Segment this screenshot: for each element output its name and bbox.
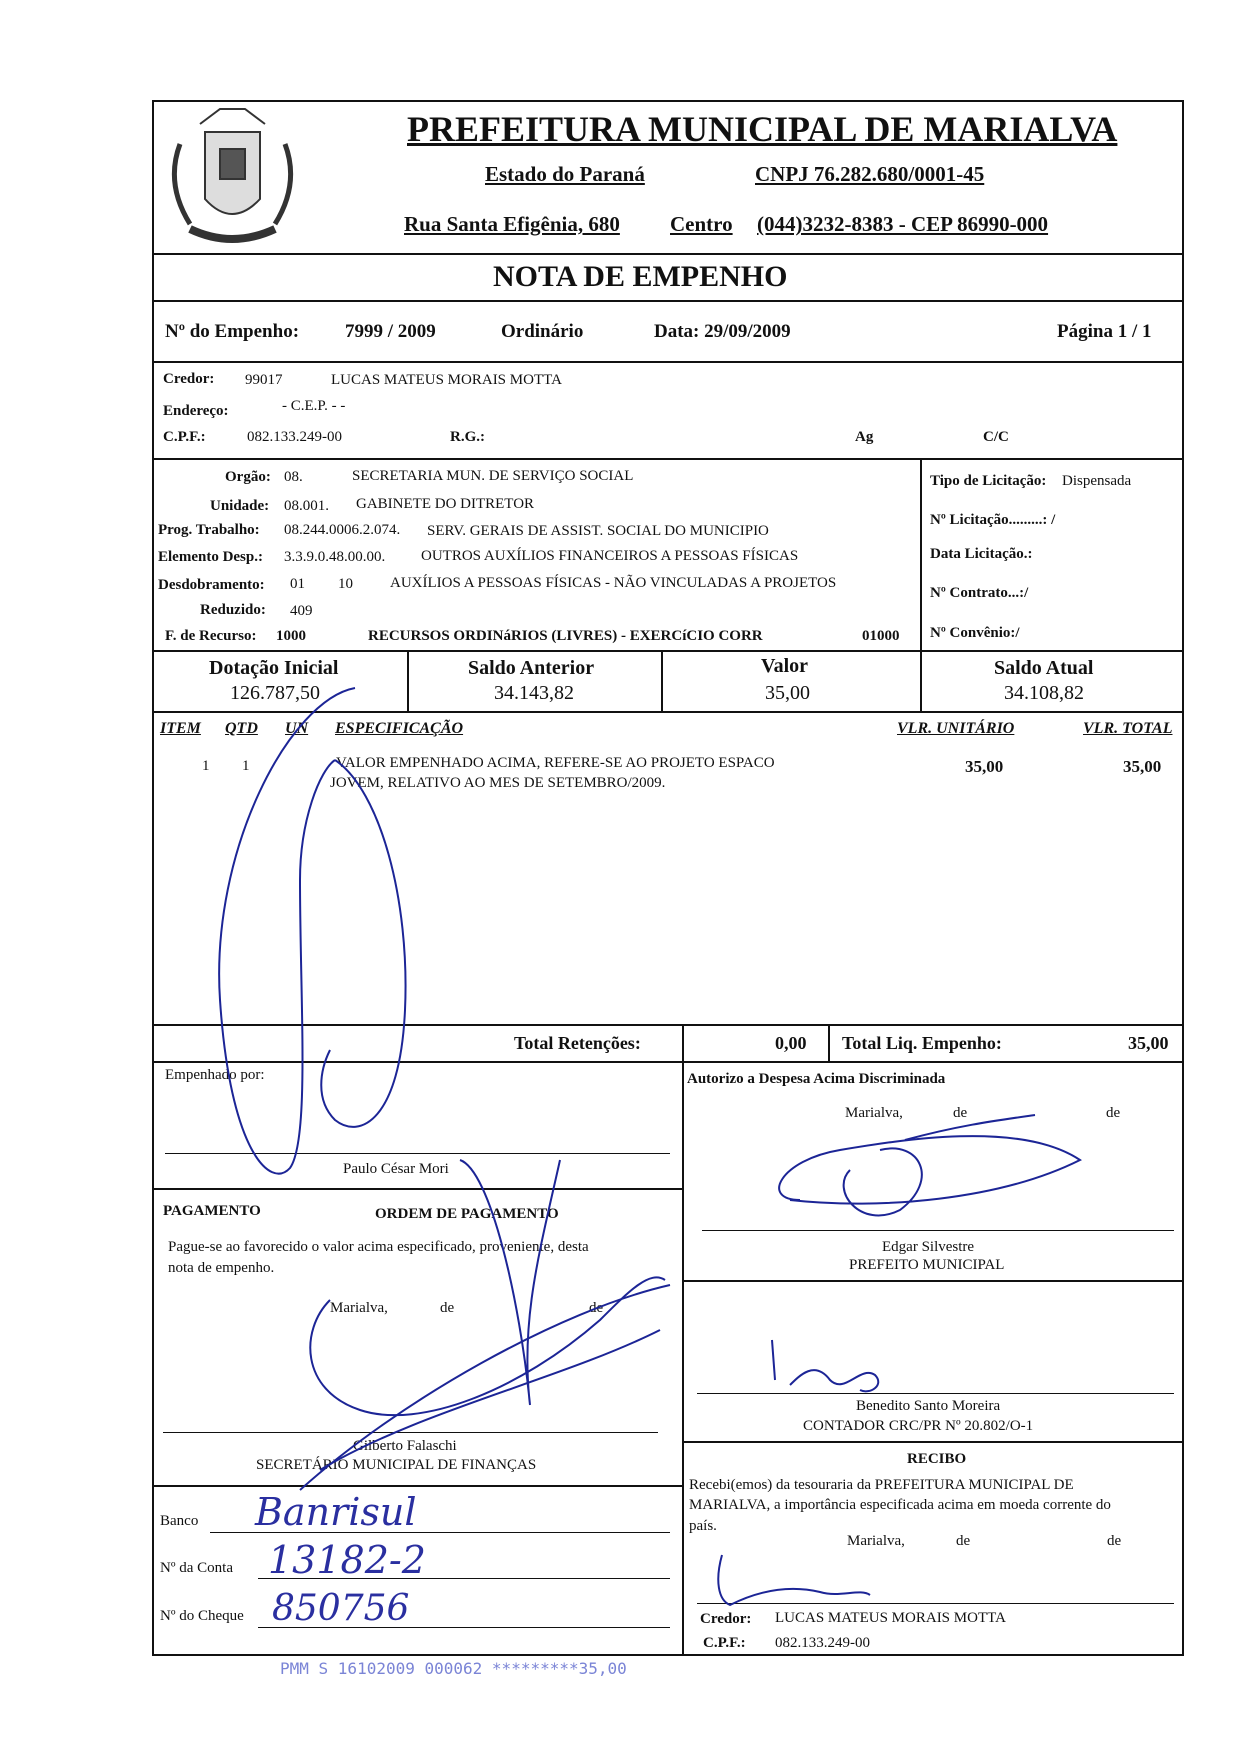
row-qtd: 1 (242, 758, 250, 774)
col-un: UN (285, 720, 309, 737)
prog-value: SERV. GERAIS DE ASSIST. SOCIAL DO MUNICIPIO (427, 523, 769, 539)
recibo-credor-label: Credor: (700, 1611, 752, 1627)
total-liquido-value: 35,00 (1128, 1033, 1169, 1053)
desdobramento-label: Desdobramento: (158, 577, 265, 593)
desdobramento-a: 01 (290, 576, 305, 592)
licitacao-type-label: Tipo de Licitação: (930, 473, 1047, 489)
autorizo-label: Autorizo a Despesa Acima Discriminada (687, 1071, 946, 1087)
recurso-value: RECURSOS ORDINáRIOS (LIVRES) - EXERCíCIO CORR (368, 628, 763, 644)
recibo-label: RECIBO (907, 1451, 967, 1467)
col-unit-value: VLR. UNITÁRIO (897, 720, 1015, 737)
convenio-number: Nº Convênio:/ (930, 625, 1020, 641)
retencoes-label: Total Retenções: (514, 1033, 641, 1053)
cnpj-label: CNPJ 76.282.680/0001-45 (755, 162, 985, 186)
empenho-date: Data: 29/09/2009 (654, 321, 791, 342)
ordem-pagamento-label: ORDEM DE PAGAMENTO (375, 1206, 559, 1222)
empenho-type: Ordinário (501, 321, 584, 342)
licitacao-type-value: Dispensada (1062, 473, 1132, 489)
autorizo-de-1: de (953, 1105, 968, 1121)
recibo-de-2: de (1107, 1533, 1122, 1549)
reduzido-value: 409 (290, 603, 313, 619)
contract-number: Nº Contrato...:/ (930, 585, 1029, 601)
cpf-label: C.P.F.: (163, 429, 206, 445)
prog-label: Prog. Trabalho: (158, 522, 260, 538)
valor-label: Valor (761, 655, 809, 677)
dotacao-value: 126.787,50 (230, 682, 320, 704)
col-qtd: QTD (225, 720, 258, 737)
autorizo-de-2: de (1106, 1105, 1121, 1121)
saldo-atual-value: 34.108,82 (1004, 682, 1084, 704)
pagamento-de-1: de (440, 1300, 455, 1316)
recibo-cpf-label: C.P.F.: (703, 1635, 746, 1651)
pagamento-text-1: Pague-se ao favorecido o valor acima especificado, proveniente, desta (168, 1239, 589, 1255)
elemento-code: 3.3.9.0.48.00.00. (284, 549, 386, 565)
banco-handwritten: Banrisul (255, 1490, 417, 1534)
desdobramento-b: 10 (338, 576, 353, 592)
orgao-label: Orgão: (225, 469, 271, 485)
contador-role: CONTADOR CRC/PR Nº 20.802/O-1 (803, 1418, 1034, 1434)
row-spec-line1: VALOR EMPENHADO ACIMA, REFERE-SE AO PROJETO ESPACO (336, 755, 775, 771)
orgao-value: SECRETARIA MUN. DE SERVIÇO SOCIAL (352, 468, 634, 484)
orgao-code: 08. (284, 469, 303, 485)
row-item: 1 (202, 758, 210, 774)
cheque-handwritten: 850756 (272, 1588, 410, 1629)
empenho-number-label: Nº do Empenho: (165, 321, 300, 342)
empenho-number: 7999 / 2009 (345, 321, 436, 342)
city-hall-title: PREFEITURA MUNICIPAL DE MARIALVA (407, 109, 1118, 149)
empenhado-name: Paulo César Mori (343, 1161, 449, 1177)
row-spec-line2: JOVEM, RELATIVO AO MES DE SETEMBRO/2009. (330, 775, 666, 791)
saldo-anterior-label: Saldo Anterior (468, 657, 595, 679)
retencoes-value: 0,00 (775, 1033, 807, 1053)
total-liquido-label: Total Liq. Empenho: (842, 1033, 1002, 1053)
autorizo-city: Marialva, (845, 1105, 903, 1121)
phone-cep-label: (044)3232-8383 - CEP 86990-000 (757, 212, 1049, 236)
rg-label: R.G.: (450, 429, 485, 445)
recibo-city: Marialva, (847, 1533, 905, 1549)
credor-label: Credor: (163, 371, 215, 387)
agency-label: Ag (855, 429, 874, 445)
pagamento-label: PAGAMENTO (163, 1203, 261, 1219)
pagamento-de-2: de (589, 1300, 604, 1316)
account-label: C/C (983, 429, 1009, 445)
recibo-line-1: Recebi(emos) da tesouraria da PREFEITURA MUNICIPAL DE (689, 1477, 1074, 1493)
recurso-label: F. de Recurso: (165, 628, 257, 644)
dotacao-label: Dotação Inicial (209, 657, 339, 679)
secretario-name: Gilberto Falaschi (353, 1438, 457, 1454)
credor-code: 99017 (245, 372, 283, 388)
state-label: Estado do Paraná (485, 162, 645, 186)
empenhado-label: Empenhado por: (165, 1067, 265, 1083)
recibo-credor-name: LUCAS MATEUS MORAIS MOTTA (775, 1610, 1006, 1626)
pagamento-city: Marialva, (330, 1300, 388, 1316)
elemento-label: Elemento Desp.: (158, 549, 263, 565)
reduzido-label: Reduzido: (200, 602, 266, 618)
secretario-role: SECRETÁRIO MUNICIPAL DE FINANÇAS (256, 1457, 537, 1473)
licitacao-number: Nº Licitação.........: / (930, 512, 1056, 528)
saldo-atual-label: Saldo Atual (994, 657, 1094, 679)
col-total-value: VLR. TOTAL (1083, 720, 1173, 737)
district-label: Centro (670, 212, 733, 236)
bank-stamp: PMM S 16102009 000062 *********35,00 (280, 1659, 627, 1678)
unidade-label: Unidade: (210, 498, 270, 514)
col-item: ITEM (160, 720, 201, 737)
document-title: NOTA DE EMPENHO (493, 260, 788, 293)
desdobramento-value: AUXÍLIOS A PESSOAS FÍSICAS - NÃO VINCULADAS A PROJETOS (390, 575, 837, 591)
pagamento-text-2: nota de empenho. (168, 1260, 275, 1276)
unidade-value: GABINETE DO DITRETOR (356, 496, 535, 512)
prefeito-name: Edgar Silvestre (882, 1239, 975, 1255)
licitacao-date: Data Licitação.: (930, 546, 1033, 562)
recurso-code2: 01000 (862, 628, 900, 644)
recibo-cpf-value: 082.133.249-00 (775, 1635, 870, 1651)
recibo-line-2: MARIALVA, a importância especificada acima em moeda corrente do (689, 1497, 1111, 1513)
unidade-code: 08.001. (284, 498, 329, 514)
elemento-value: OUTROS AUXÍLIOS FINANCEIROS A PESSOAS FÍSICAS (421, 548, 799, 564)
prog-code: 08.244.0006.2.074. (284, 522, 401, 538)
recurso-code: 1000 (276, 628, 306, 644)
cpf-value: 082.133.249-00 (247, 429, 342, 445)
conta-handwritten: 13182-2 (268, 1538, 426, 1582)
address-label: Endereço: (163, 403, 229, 419)
cheque-label: Nº do Cheque (160, 1608, 244, 1624)
prefeito-role: PREFEITO MUNICIPAL (849, 1257, 1005, 1273)
banco-label: Banco (160, 1513, 199, 1529)
credor-name: LUCAS MATEUS MORAIS MOTTA (331, 372, 562, 388)
row-unit-value: 35,00 (965, 757, 1004, 776)
recibo-line-3: país. (689, 1518, 717, 1534)
saldo-anterior-value: 34.143,82 (494, 682, 574, 704)
col-especificacao: ESPECIFICAÇÃO (335, 720, 464, 737)
recibo-de-1: de (956, 1533, 971, 1549)
valor-value: 35,00 (765, 682, 810, 704)
coat-of-arms-emblem (160, 104, 305, 254)
page-number: Página 1 / 1 (1057, 321, 1152, 342)
conta-label: Nº da Conta (160, 1560, 233, 1576)
row-total-value: 35,00 (1123, 757, 1162, 776)
street-label: Rua Santa Efigênia, 680 (404, 212, 620, 236)
contador-name: Benedito Santo Moreira (856, 1398, 1001, 1414)
address-value: - C.E.P. - - (282, 398, 346, 414)
